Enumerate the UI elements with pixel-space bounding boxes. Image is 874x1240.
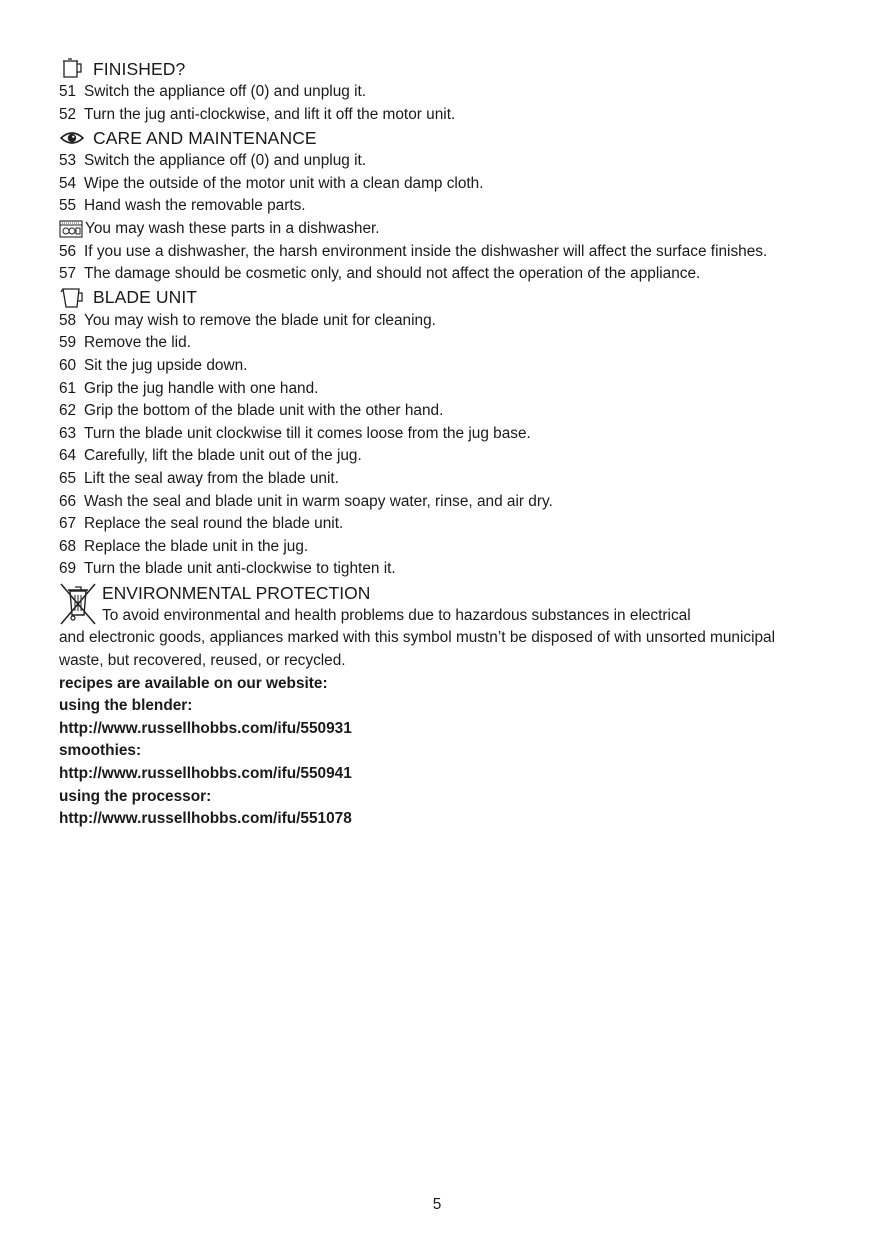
section-title: ENVIRONMENTAL PROTECTION	[102, 582, 371, 603]
crossed-bin-icon	[59, 582, 97, 626]
environment-text-first: To avoid environmental and health problems due to hazardous substances in electrical	[102, 606, 691, 624]
item-text: Replace the blade unit in the jug.	[84, 537, 309, 555]
item-number: 58	[59, 311, 77, 329]
item-number: 53	[59, 152, 77, 170]
item-text: Lift the seal away from the blade unit.	[84, 469, 339, 487]
list-item	[59, 104, 819, 127]
section-title: BLADE UNIT	[93, 287, 198, 308]
item-text: Turn the jug anti-clockwise, and lift it off the motor unit.	[84, 105, 456, 123]
item-text: Switch the appliance off (0) and unplug it.	[84, 152, 367, 170]
item-number: 66	[59, 492, 77, 510]
item-number: 51	[59, 83, 77, 100]
item-text: Turn the blade unit clockwise till it comes loose from the jug base.	[84, 424, 531, 442]
item-number: 64	[59, 447, 77, 465]
item-text: Switch the appliance off (0) and unplug it.	[84, 83, 367, 100]
item-number: 59	[59, 334, 77, 352]
item-text: If you use a dishwasher, the harsh environment inside the dishwasher will affect the surface finishes.	[84, 242, 768, 260]
list-item	[59, 445, 819, 468]
list-item	[59, 355, 819, 378]
smoothies-link[interactable]: http://www.russellhobbs.com/ifu/550941	[59, 765, 352, 783]
section-title: FINISHED?	[93, 58, 186, 79]
section-heading-care	[59, 126, 819, 150]
item-number: 52	[59, 105, 77, 123]
recipes-intro: recipes are available on our website:	[59, 674, 328, 692]
processor-label: using the processor:	[59, 787, 212, 805]
item-text: Hand wash the removable parts.	[84, 197, 306, 215]
section-heading-blade	[59, 286, 819, 310]
item-number: 63	[59, 424, 77, 442]
blender-label: using the blender:	[59, 697, 193, 715]
list-item	[59, 150, 819, 173]
page-content	[59, 57, 819, 831]
blender-link[interactable]: http://www.russellhobbs.com/ifu/550931	[59, 719, 352, 737]
dishwasher-icon	[59, 220, 83, 238]
item-number: 57	[59, 265, 77, 283]
list-item	[59, 81, 819, 104]
smoothies-label: smoothies:	[59, 742, 142, 760]
item-text: Wash the seal and blade unit in warm soapy water, rinse, and air dry.	[84, 492, 553, 510]
section-heading-finished	[59, 57, 819, 81]
list-item	[59, 558, 819, 581]
item-text: Turn the blade unit anti-clockwise to tighten it.	[84, 560, 396, 578]
note-text: You may wash these parts in a dishwasher.	[85, 219, 380, 237]
item-number: 61	[59, 379, 77, 397]
item-number: 54	[59, 174, 77, 192]
list-item	[59, 468, 819, 491]
item-text: The damage should be cosmetic only, and should not affect the operation of the appliance.	[84, 265, 701, 283]
dishwasher-note	[59, 218, 819, 241]
environment-heading-text	[102, 581, 691, 628]
item-text: You may wish to remove the blade unit for cleaning.	[84, 311, 436, 329]
item-text: Wipe the outside of the motor unit with a clean damp cloth.	[84, 174, 484, 192]
section-heading-environment	[59, 581, 819, 628]
list-item	[59, 491, 819, 514]
list-item	[59, 241, 819, 264]
list-item	[59, 332, 819, 355]
item-number: 65	[59, 469, 77, 487]
item-number: 60	[59, 356, 77, 374]
list-item	[59, 378, 819, 401]
jug-icon	[59, 58, 85, 80]
item-text: Sit the jug upside down.	[84, 356, 248, 374]
list-item	[59, 263, 819, 286]
item-number: 68	[59, 537, 77, 555]
item-number: 69	[59, 560, 77, 578]
processor-link[interactable]: http://www.russellhobbs.com/ifu/551078	[59, 810, 352, 828]
list-item	[59, 173, 819, 196]
list-item	[59, 310, 819, 333]
item-text: Grip the jug handle with one hand.	[84, 379, 319, 397]
jug-outline-icon	[59, 287, 85, 309]
item-number: 67	[59, 515, 77, 533]
item-text: Grip the bottom of the blade unit with the other hand.	[84, 402, 444, 420]
section-title: CARE AND MAINTENANCE	[93, 127, 317, 148]
list-item	[59, 400, 819, 423]
item-number: 62	[59, 402, 77, 420]
item-number: 56	[59, 242, 77, 260]
environment-text-rest: and electronic goods, appliances marked with this symbol mustn’t be disposed of with unsorted municipal waste, but recovered, reused, or recycled.	[59, 629, 776, 670]
item-number: 55	[59, 197, 77, 215]
item-text: Remove the lid.	[84, 334, 191, 352]
environment-section	[59, 581, 819, 673]
list-item	[59, 423, 819, 446]
item-text: Replace the seal round the blade unit.	[84, 515, 344, 533]
list-item	[59, 513, 819, 536]
list-item	[59, 195, 819, 218]
eye-icon	[59, 127, 85, 149]
item-text: Carefully, lift the blade unit out of the jug.	[84, 447, 362, 465]
page-number: 5	[432, 1196, 442, 1213]
list-item	[59, 536, 819, 559]
